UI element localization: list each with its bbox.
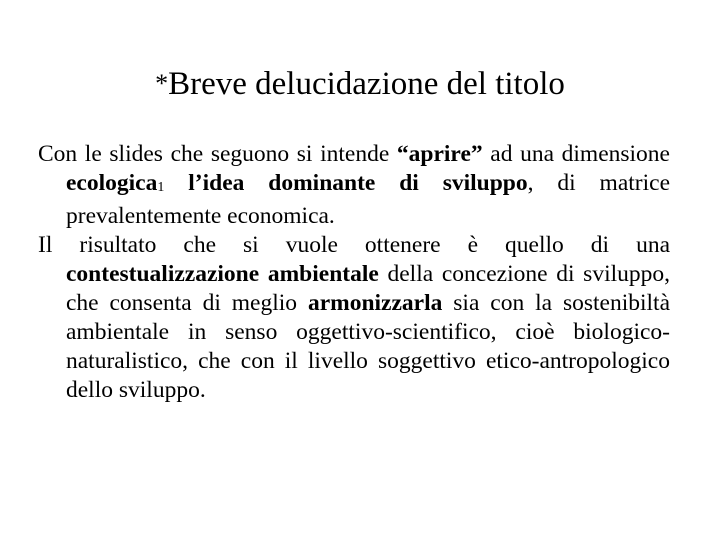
result-bold-contestualizzazione: contestualizzazione ambientale bbox=[66, 261, 379, 287]
result-bold-armonizzarla: armonizzarla bbox=[307, 290, 443, 316]
paragraph-result bbox=[38, 231, 670, 405]
title-asterisk: * bbox=[155, 69, 169, 98]
title-text: Breve delucidazione del titolo bbox=[168, 66, 565, 102]
intro-bold-ecologica: ecologica bbox=[66, 170, 158, 196]
intro-text-3: , di matrice prevalentemente economica. bbox=[66, 170, 671, 229]
footnote-marker: 1 bbox=[157, 180, 165, 195]
result-text-1: Il risultato che si vuole ottenere è quello di una bbox=[38, 232, 670, 258]
intro-text-2: ad una dimensione bbox=[482, 141, 670, 167]
intro-bold-aprire: “aprire” bbox=[396, 141, 483, 167]
paragraph-intro bbox=[38, 140, 670, 231]
intro-bold-idea: l’idea dominante di sviluppo bbox=[164, 170, 528, 196]
intro-text-1: Con le slides che seguono si intende bbox=[38, 141, 397, 167]
result-text-3: sia con la sostenibiltà ambientale in senso oggettivo-scientifico, cioè biologico-naturalistico, che con il livello soggettivo etico-antropologico dello sviluppo. bbox=[66, 290, 671, 403]
slide-body bbox=[38, 140, 670, 405]
result-text-2: della concezione di sviluppo, che consenta di meglio bbox=[66, 261, 670, 316]
slide-title bbox=[0, 62, 720, 106]
